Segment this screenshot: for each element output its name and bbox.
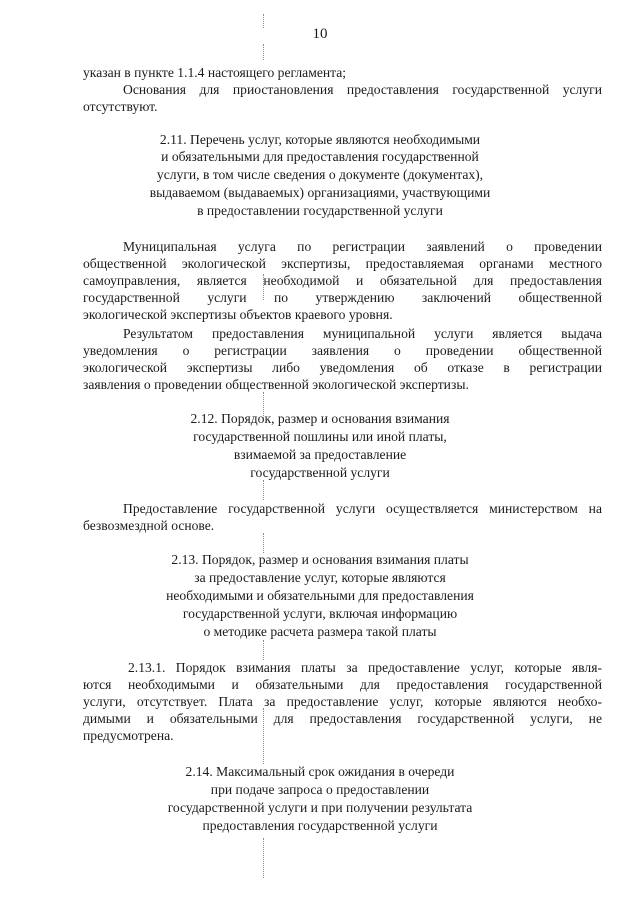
- section-heading-2-12: 2.12. Порядок, размер и основания взимания: [190, 411, 450, 426]
- section-heading-2-13: о методике расчета размера такой платы: [203, 624, 437, 639]
- section-heading-2-14: 2.14. Максимальный срок ожидания в очереди: [185, 764, 455, 779]
- fold-mark: [263, 392, 264, 418]
- section-heading-2-13: государственной услуги, включая информацию: [182, 606, 458, 621]
- section-heading-2-11: в предоставлении государственной услуги: [197, 203, 443, 218]
- text-line: государственной услуги по утверждению заключений общественной: [83, 290, 602, 305]
- fold-mark: [263, 274, 264, 300]
- section-heading-2-11: и обязательными для предоставления государственной: [161, 149, 479, 164]
- text-line: отсутствуют.: [83, 99, 158, 114]
- section-heading-2-13: за предоставление услуг, которые являются: [194, 570, 446, 585]
- section-heading-2-12: государственной услуги: [250, 465, 390, 480]
- text-line: димыми и обязательными для предоставления государственной услуги, не: [83, 711, 602, 726]
- section-heading-2-11: 2.11. Перечень услуг, которые являются необходимыми: [159, 132, 481, 147]
- section-heading-2-13: необходимыми и обязательными для предоставления: [166, 588, 474, 603]
- section-heading-2-11: выдаваемом (выдаваемых) организациями, участвующими: [149, 185, 491, 200]
- text-line: услуги, отсутствует. Плата за предоставление услуг, которые являются необхо-: [83, 694, 602, 709]
- text-line: Предоставление государственной услуги осуществляется министерством на: [123, 501, 602, 516]
- section-heading-2-13: 2.13. Порядок, размер и основания взимания платы: [171, 552, 469, 567]
- section-heading-2-12: взимаемой за предоставление: [233, 447, 407, 462]
- fold-mark: [263, 14, 264, 28]
- section-heading-2-12: государственной пошлины или иной платы,: [193, 429, 447, 444]
- text-line: безвозмездной основе.: [83, 518, 215, 533]
- text-line: заявления о проведении общественной экологической экспертизы.: [83, 377, 469, 392]
- text-line: 2.13.1. Порядок взимания платы за предоставление услуг, которые явля-: [128, 660, 602, 675]
- text-line: экологической экспертизы либо уведомления об отказе в регистрации: [83, 360, 602, 375]
- text-line: указан в пункте 1.1.4 настоящего регламента;: [83, 65, 347, 80]
- text-line: уведомления о регистрации заявления о проведении общественной: [83, 343, 602, 358]
- fold-mark: [263, 480, 264, 500]
- section-heading-2-14: предоставления государственной услуги: [202, 818, 438, 833]
- text-line: общественной экологической экспертизы, предоставляемая органами местного: [83, 256, 602, 271]
- text-line: Муниципальная услуга по регистрации заявлений о проведении: [123, 239, 602, 254]
- section-heading-2-14: государственной услуги и при получении результата: [167, 800, 473, 815]
- fold-mark: [263, 640, 264, 660]
- text-line: самоуправления, является необходимой и обязательной для предоставления: [83, 273, 602, 288]
- fold-mark: [263, 44, 264, 60]
- fold-mark: [263, 533, 264, 553]
- section-heading-2-11: услуги, в том числе сведения о документе (документах),: [156, 167, 484, 182]
- text-line: Основания для приостановления предоставления государственной услуги: [123, 82, 602, 97]
- text-line: предусмотрена.: [83, 728, 174, 743]
- fold-mark: [263, 708, 264, 764]
- page-number: 10: [312, 26, 328, 42]
- text-line: ются необходимыми и обязательными для предоставления государственной: [83, 677, 602, 692]
- section-heading-2-14: при подаче запроса о предоставлении: [210, 782, 430, 797]
- text-line: Результатом предоставления муниципальной услуги является выдача: [123, 326, 602, 341]
- fold-mark: [263, 838, 264, 878]
- text-line: экологической экспертизы объектов краевого уровня.: [83, 307, 393, 322]
